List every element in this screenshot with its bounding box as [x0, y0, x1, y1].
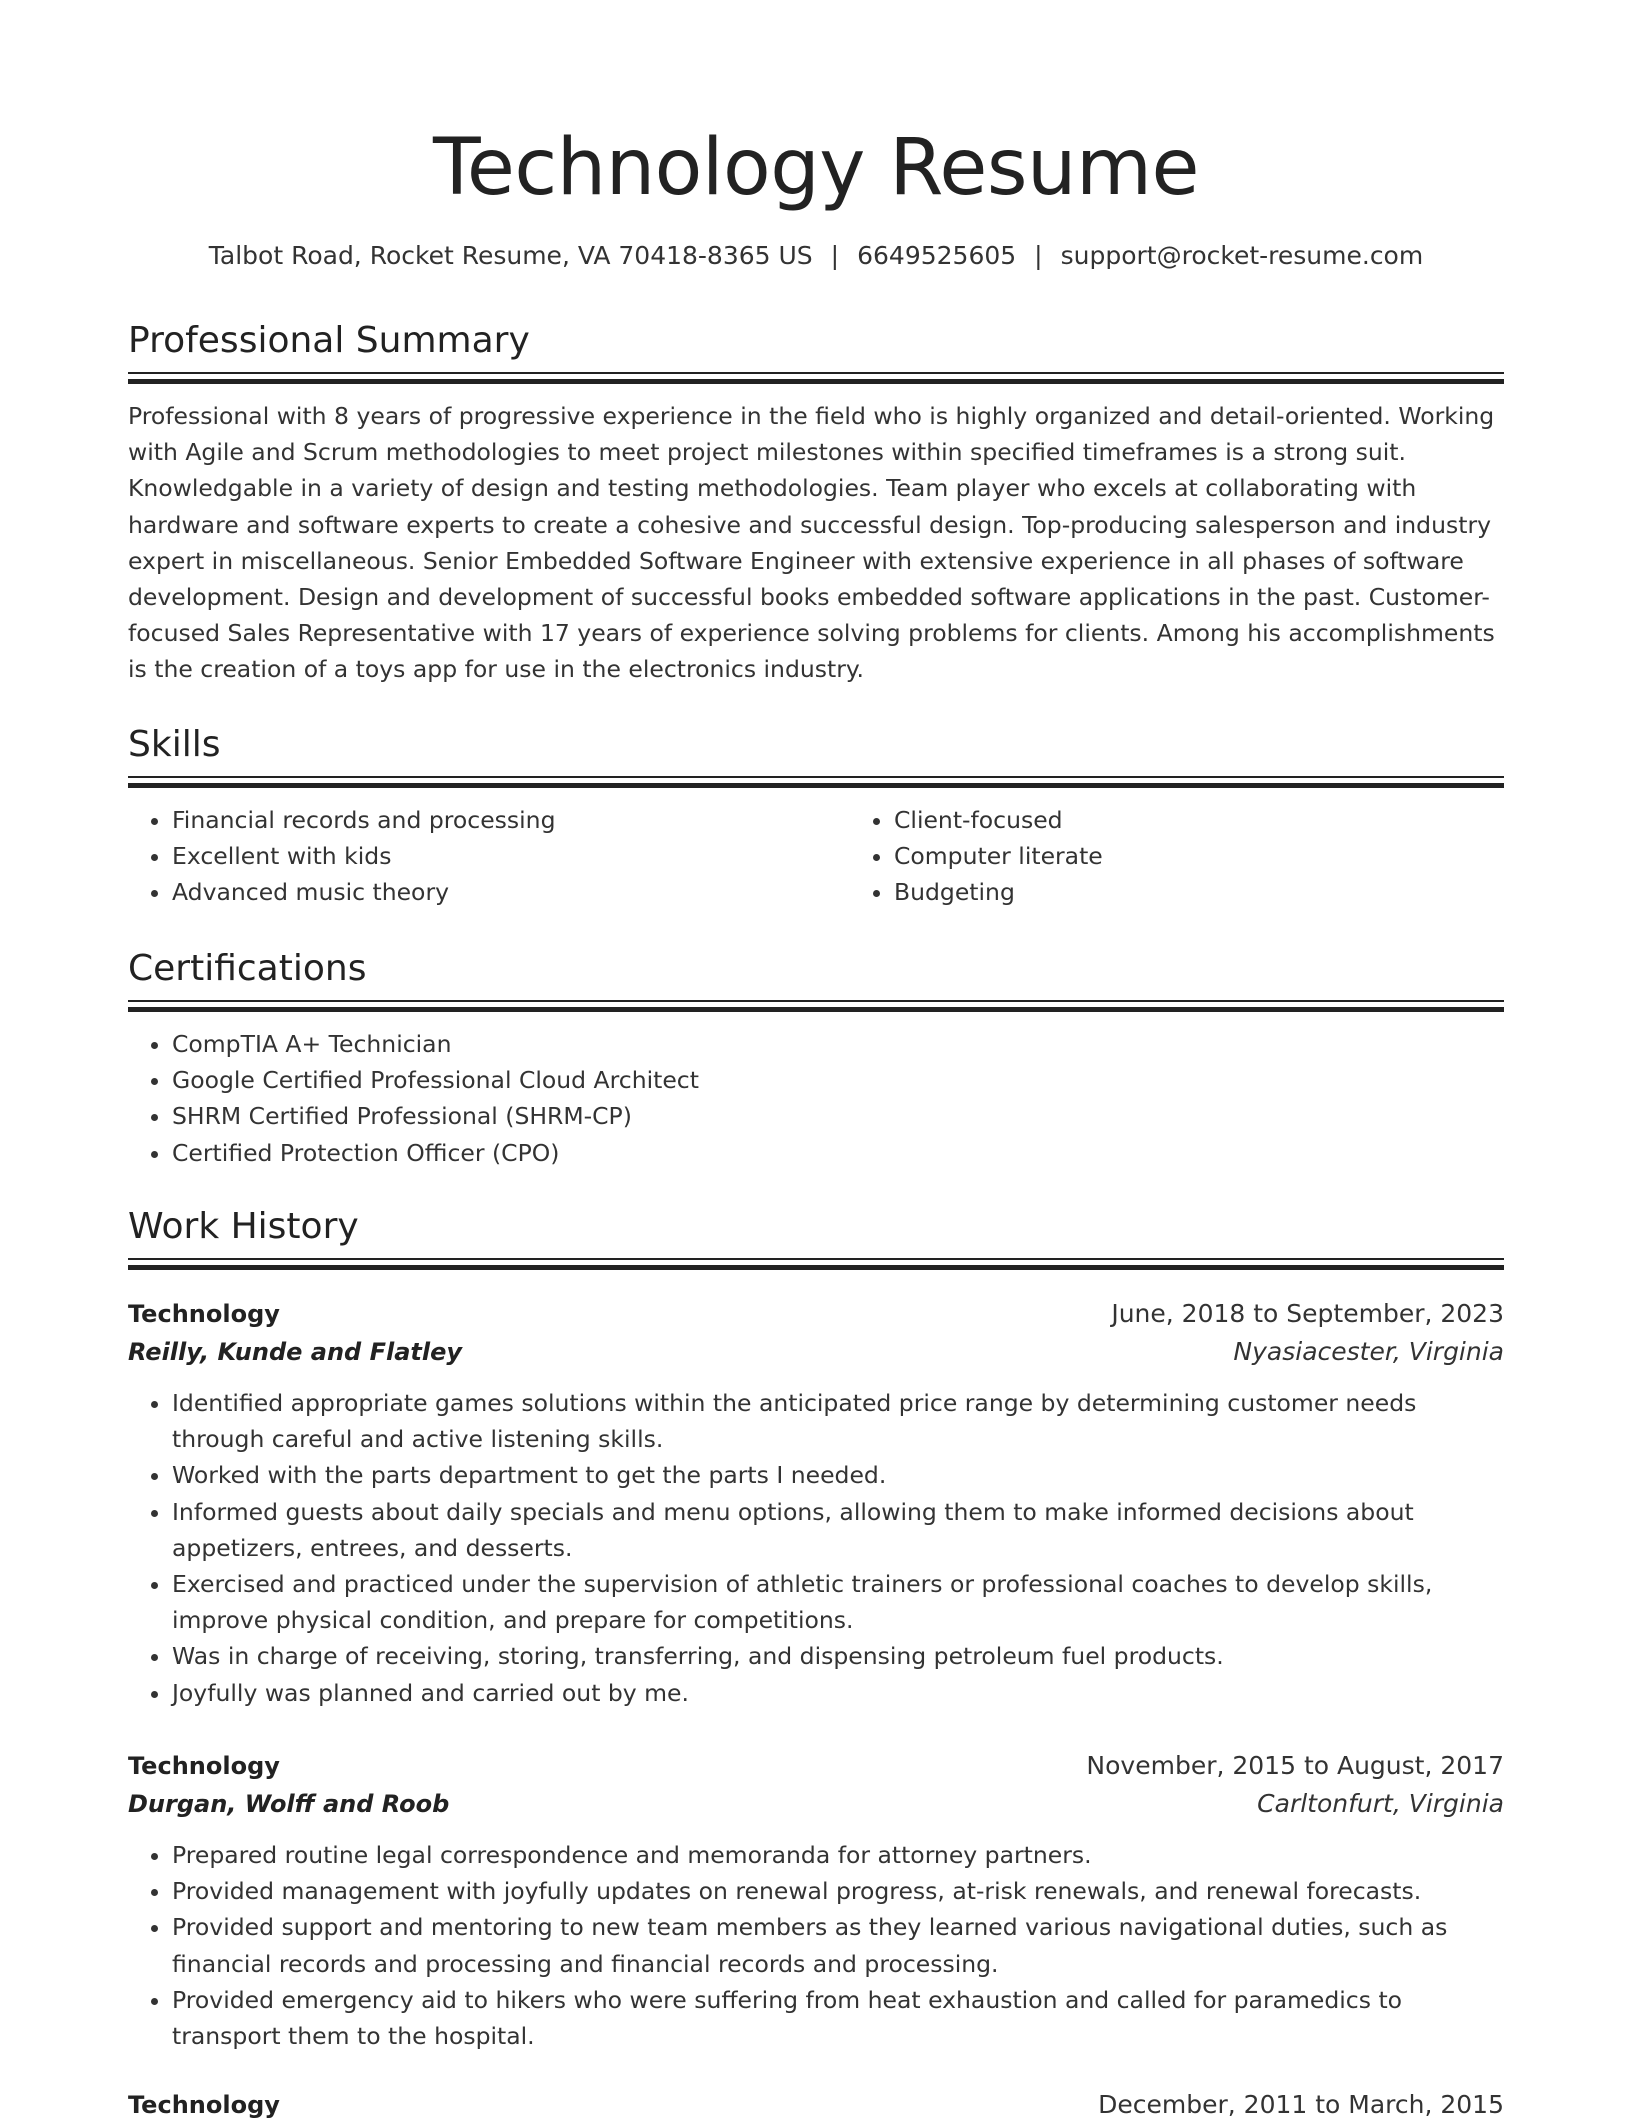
skill-item: • Financial records and processing [172, 802, 850, 838]
contact-line [128, 238, 1504, 274]
contact-address: Talbot Road, Rocket Resume, VA 70418-8365 US [208, 241, 813, 270]
job-bullet: • Exercised and practiced under the supervision of athletic trainers or professional coaches to develop skills, improve physical condition, and prepare for competitions. [172, 1566, 1504, 1638]
skill-item: • Budgeting [894, 874, 1572, 910]
job-company-row [128, 1785, 1504, 1823]
job-company-row [128, 1333, 1504, 1371]
job-entry [128, 1747, 1504, 2054]
job-bullet: • Informed guests about daily specials and menu options, allowing them to make informed decisions about appetizers, entrees, and desserts. [172, 1494, 1504, 1566]
certification-item: • Certified Protection Officer (CPO) [172, 1135, 1504, 1171]
job-company: Reilly, Kunde and Flatley [128, 1338, 463, 1366]
job-bullet: • Worked with the parts department to get the parts I needed. [172, 1457, 1504, 1493]
job-bullet: • Provided management with joyfully updates on renewal progress, at-risk renewals, and renewal forecasts. [172, 1873, 1504, 1909]
skills-columns [128, 802, 1504, 911]
skill-item: • Excellent with kids [172, 838, 850, 874]
job-bullets [128, 1385, 1504, 1711]
contact-email[interactable]: support@rocket-resume.com [1060, 241, 1424, 270]
skills-list-right [850, 802, 1572, 911]
summary-text: Professional with 8 years of progressive experience in the field who is highly organized and detail-oriented. Working with Agile and Scrum methodologies to meet project milestones within specified timeframes is a strong suit. Knowledgable in a variety of design and testing methodologies. Team player who excels at collaborating with hardware and software experts to create a cohesive and successful design. Top-producing salesperson and industry expert in miscellaneous. Senior Embedded Software Engineer with extensive experience in all phases of software development. Design and development of successful books embedded software applications in the past. Customer-focused Sales Representative with 17 years of experience solving problems for clients. Among his accomplishments is the creation of a toys app for use in the electronics industry. [128, 402, 1495, 684]
certification-item: • Google Certified Professional Cloud Architect [172, 1062, 1504, 1098]
job-bullets [128, 1837, 1504, 2054]
job-header-row [128, 2086, 1504, 2124]
section-divider-thick [128, 379, 1504, 384]
certification-item: • CompTIA A+ Technician [172, 1026, 1504, 1062]
contact-phone: 6649525605 [857, 241, 1017, 270]
summary-heading: Professional Summary [128, 320, 530, 361]
job-bullet: • Was in charge of receiving, storing, transferring, and dispensing petroleum fuel products. [172, 1638, 1504, 1674]
section-divider-thin [128, 1000, 1504, 1002]
skill-item: • Advanced music theory [172, 874, 850, 910]
job-title: Technology [128, 1300, 280, 1328]
job-dates: December, 2011 to March, 2015 [1098, 2090, 1504, 2119]
section-divider-thin [128, 1258, 1504, 1260]
job-entry [128, 1295, 1504, 1711]
job-dates: November, 2015 to August, 2017 [1086, 1751, 1504, 1780]
job-header-row [128, 1747, 1504, 1785]
work-history-section [128, 1204, 1504, 1270]
work-history-heading: Work History [128, 1206, 359, 1247]
job-bullet: • Provided support and mentoring to new team members as they learned various navigational duties, such as financial records and processing and financial records and processing. [172, 1909, 1504, 1981]
job-bullet: • Prepared routine legal correspondence and memoranda for attorney partners. [172, 1837, 1504, 1873]
section-divider-thin [128, 372, 1504, 374]
skills-heading: Skills [128, 724, 221, 765]
summary-section [128, 318, 1504, 688]
job-bullet: • Provided emergency aid to hikers who were suffering from heat exhaustion and called for paramedics to transport them to the hospital. [172, 1982, 1504, 2054]
certifications-heading: Certifications [128, 948, 367, 989]
job-entry [128, 2086, 1504, 2124]
job-bullet: • Identified appropriate games solutions within the anticipated price range by determining customer needs through careful and active listening skills. [172, 1385, 1504, 1457]
section-divider-thick [128, 1265, 1504, 1270]
job-dates: June, 2018 to September, 2023 [1111, 1299, 1504, 1328]
resume-title: Technology Resume [433, 123, 1199, 213]
section-divider-thick [128, 783, 1504, 788]
certifications-list [128, 1026, 1504, 1171]
certifications-section [128, 946, 1504, 1171]
job-header-row [128, 1295, 1504, 1333]
certification-item: • SHRM Certified Professional (SHRM-CP) [172, 1098, 1504, 1134]
job-title: Technology [128, 2091, 280, 2119]
section-divider-thin [128, 776, 1504, 778]
job-company: Durgan, Wolff and Roob [128, 1790, 450, 1818]
section-divider-thick [128, 1007, 1504, 1012]
contact-separator: | [830, 241, 840, 270]
skills-list-left [128, 802, 850, 911]
skill-item: • Computer literate [894, 838, 1572, 874]
job-title: Technology [128, 1752, 280, 1780]
skills-section [128, 722, 1504, 911]
skill-item: • Client-focused [894, 802, 1572, 838]
job-location: Carltonfurt, Virginia [1257, 1789, 1504, 1818]
contact-separator: | [1034, 241, 1043, 270]
job-bullet: • Joyfully was planned and carried out by me. [172, 1675, 1504, 1711]
job-location: Nyasiacester, Virginia [1233, 1337, 1504, 1366]
